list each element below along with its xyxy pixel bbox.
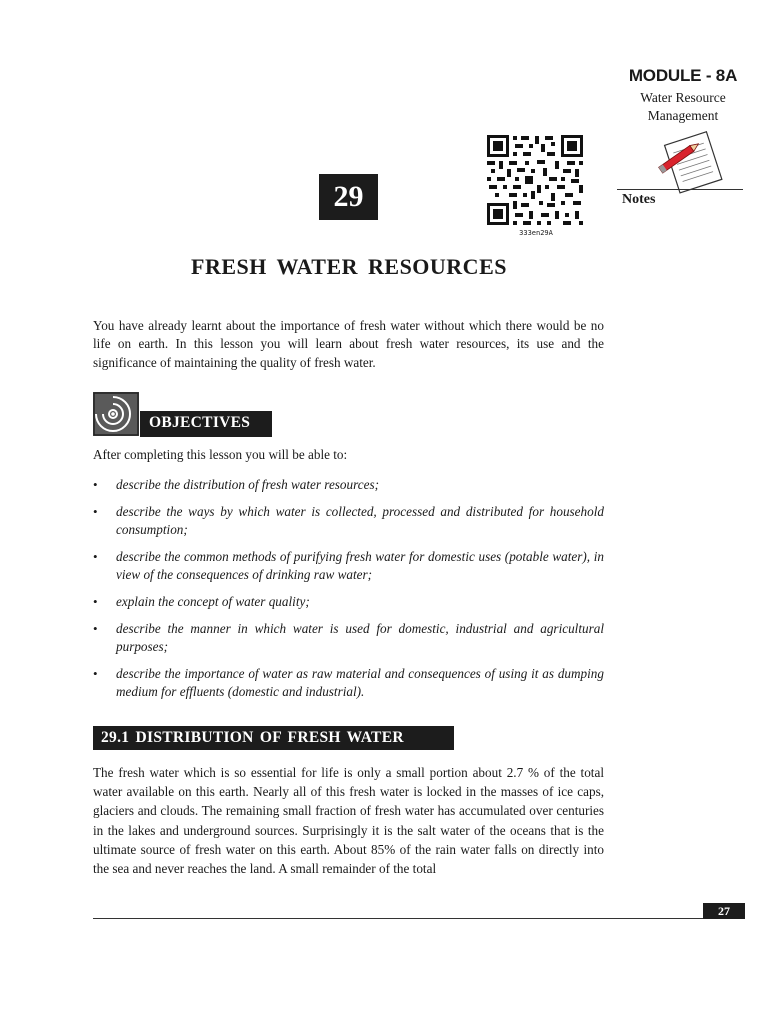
subject-line-2: Management xyxy=(647,108,719,123)
subject-line-1: Water Resource xyxy=(640,90,726,105)
list-item: • describe the distribution of fresh water resources; xyxy=(93,476,604,494)
page-number: 27 xyxy=(703,903,745,919)
list-item: • describe the common methods of purifying fresh water for domestic uses (potable water), in view of the consequences of drinking raw water; xyxy=(93,548,604,584)
footer-rule xyxy=(93,918,745,919)
list-item: • describe the ways by which water is collected, processed and distributed for household consumption; xyxy=(93,503,604,539)
qr-code-icon xyxy=(485,133,585,232)
module-subject xyxy=(600,89,766,125)
list-item: • describe the importance of water as raw material and consequences of using it as dumping medium for effluents (domestic and industrial). xyxy=(93,665,604,701)
lesson-number: 29 xyxy=(319,174,378,220)
notes-label: Notes xyxy=(622,192,656,207)
objectives-lead: After completing this lesson you will be able to: xyxy=(93,447,348,462)
module-label: MODULE - 8A xyxy=(628,66,738,85)
target-rings-icon xyxy=(93,392,139,436)
notes-divider xyxy=(617,189,743,190)
objectives-heading: OBJECTIVES xyxy=(140,411,272,435)
list-item: • describe the manner in which water is used for domestic, industrial and agricultural purposes; xyxy=(93,620,604,656)
section-heading: 29.1 DISTRIBUTION OF FRESH WATER xyxy=(93,726,454,750)
intro-paragraph: You have already learnt about the importance of fresh water without which there would be no life on earth. In this lesson you will learn about fresh water resources, its use and the significance of maintaining the quality of fresh water. xyxy=(93,318,604,370)
list-item: • explain the concept of water quality; xyxy=(93,593,604,611)
section-body: The fresh water which is so essential for life is only a small portion about 2.7 % of the total water available on this earth. Nearly all of this fresh water is locked in the masses of ice caps, glaciers and clouds. The remaining small fraction of fresh water has accumulated over centuries in the lakes and underground sources. Surprisingly it is the salt water of the oceans that is the ultimate source of fresh water on this earth. About 85% of the rain water falls on directly into the sea and never reaches the land. A small remainder of the total xyxy=(93,765,604,877)
qr-caption: 333en29A xyxy=(519,229,553,237)
objectives-underline xyxy=(140,435,272,437)
page-title: FRESH WATER RESOURCES xyxy=(191,254,507,279)
objectives-list xyxy=(93,476,604,701)
